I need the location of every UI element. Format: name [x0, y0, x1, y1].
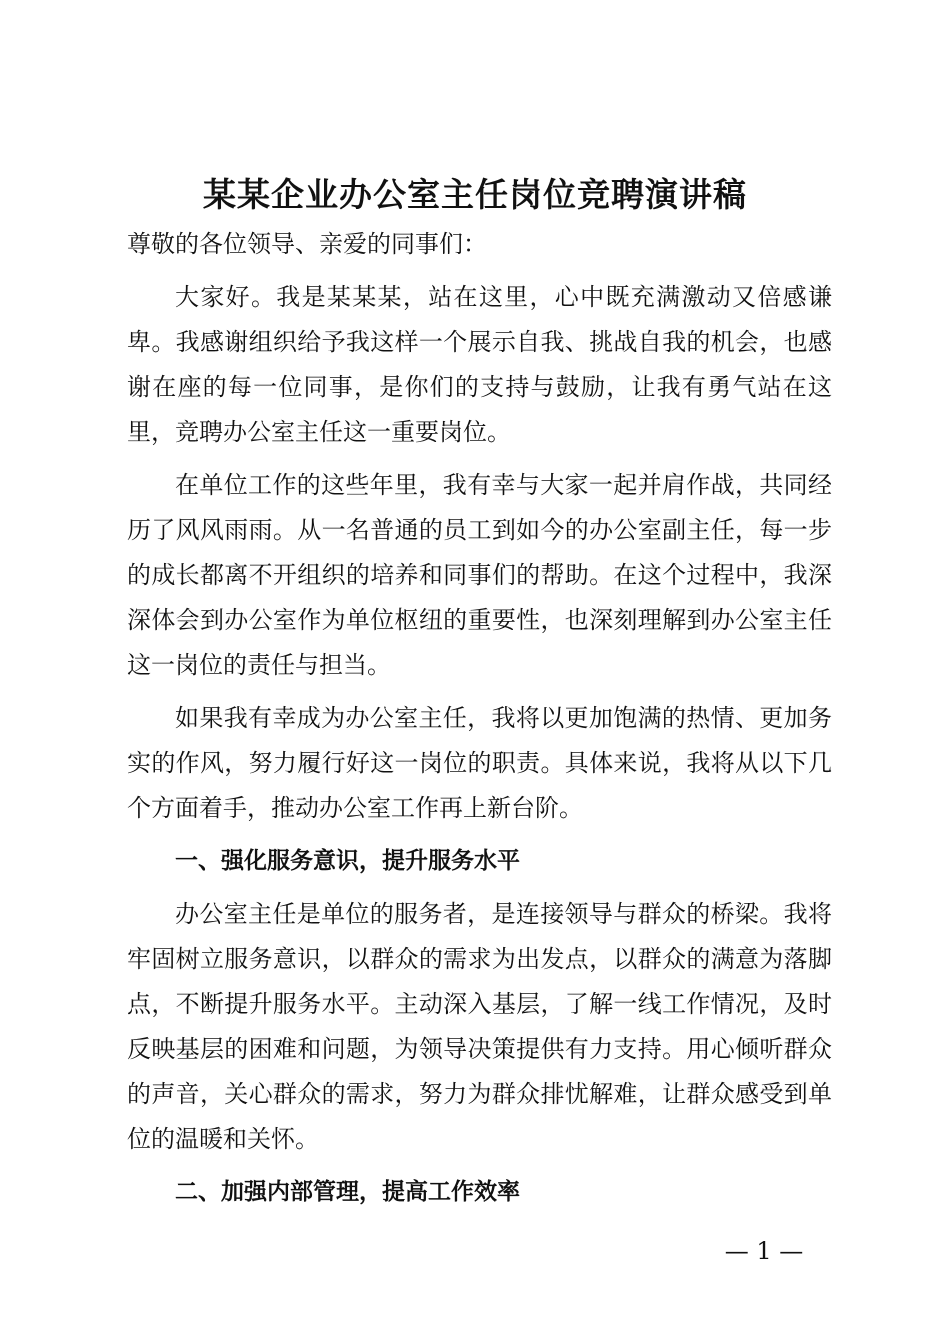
section-heading-2: 二、加强内部管理，提高工作效率 [175, 1179, 520, 1205]
paragraph-experience: 在单位工作的这些年里，我有幸与大家一起并肩作战，共同经历了风风雨雨。从一名普通的员工到如今的办公室副主任，每一步的成长都离不开组织的培养和同事们的帮助。在这个过程中，我深深体会到办公室作为单位枢纽的重要性，也深刻理解到办公室主任这一岗位的责任与担当。 [127, 471, 832, 679]
section-heading-1: 一、强化服务意识，提升服务水平 [175, 848, 520, 874]
document-title: 某某企业办公室主任岗位竞聘演讲稿 [203, 175, 747, 214]
salutation: 尊敬的各位领导、亲爱的同事们： [127, 230, 487, 258]
section-text-1: 办公室主任是单位的服务者，是连接领导与群众的桥梁。我将牢固树立服务意识，以群众的需求为出发点，以群众的满意为落脚点，不断提升服务水平。主动深入基层，了解一线工作情况，及时反映基层的困难和问题，为领导决策提供有力支持。用心倾听群众的声音，关心群众的需求，努力为群众排忧解难，让群众感受到单位的温暖和关怀。 [127, 900, 832, 1153]
page-number: — 1 — [724, 1237, 804, 1265]
paragraph-commitment: 如果我有幸成为办公室主任，我将以更加饱满的热情、更加务实的作风，努力履行好这一岗位的职责。具体来说，我将从以下几个方面着手，推动办公室工作再上新台阶。 [127, 704, 832, 822]
document-body [127, 222, 832, 1223]
paragraph-intro: 大家好。我是某某某，站在这里，心中既充满激动又倍感谦卑。我感谢组织给予我这样一个展示自我、挑战自我的机会，也感谢在座的每一位同事，是你们的支持与鼓励，让我有勇气站在这里，竞聘办公室主任这一重要岗位。 [127, 283, 832, 446]
